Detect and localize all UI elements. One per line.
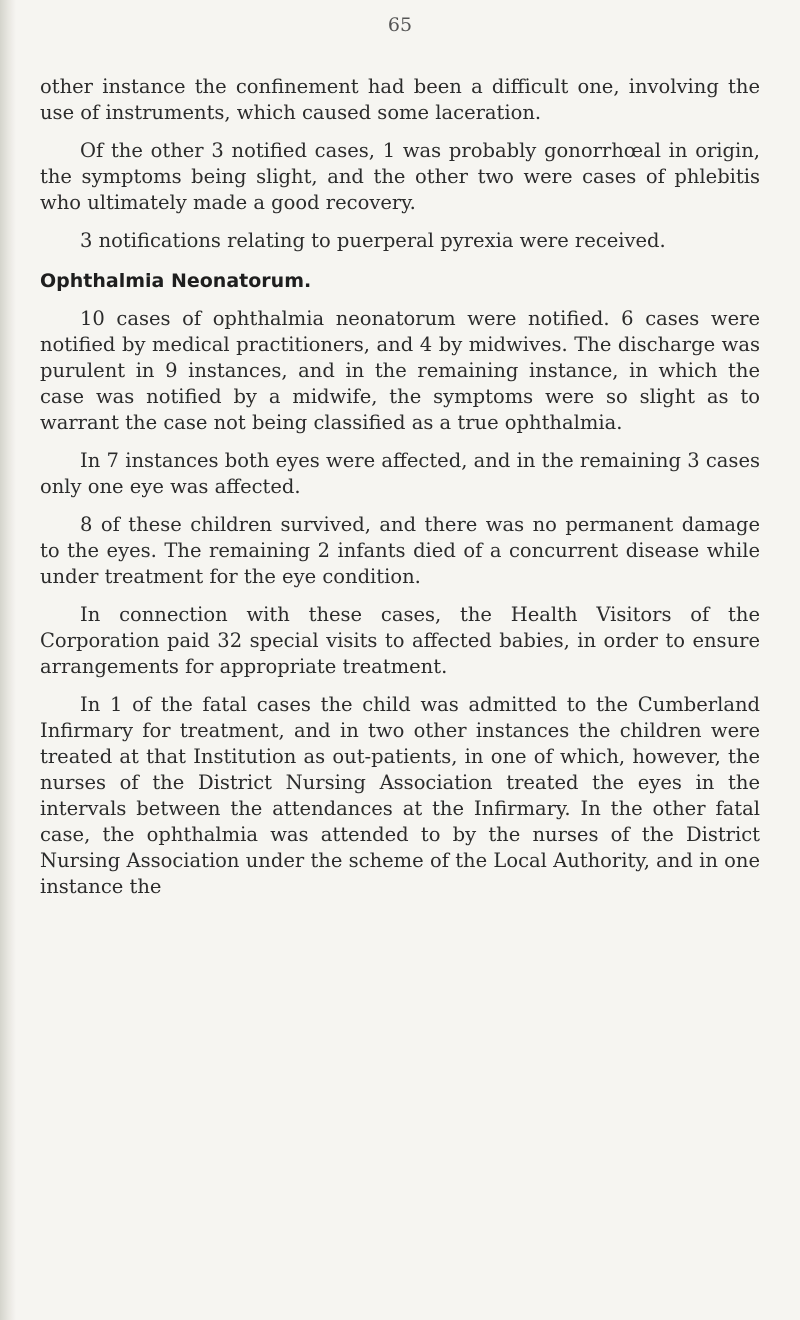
document-page — [40, 14, 760, 912]
paragraph-fatal-cases: In 1 of the fatal cases the child was admitted to the Cumberland Infirmary for treatment, and in two other instances the children were treated at that Institution as out-patients, in one of which, however, the nurses of the District Nursing Association treated the eyes in the intervals between the attendances at the Infirmary. In the other fatal case, the ophthalmia was attended to by the nurses of the District Nursing Association under the scheme of the Local Authority, and in one instance the — [40, 693, 760, 898]
paragraph-puerperal-pyrexia: 3 notifications relating to puerperal pyrexia were received. — [80, 229, 666, 252]
paragraph-children-survived: 8 of these children survived, and there was no permanent damage to the eyes. The remaining 2 infants died of a concurrent disease while under treatment for the eye condition. — [40, 513, 760, 588]
page-edge-shadow — [0, 0, 16, 1320]
paragraph-other-notified-cases: Of the other 3 notified cases, 1 was probably gonorrhœal in origin, the symptoms being slight, and the other two were cases of phlebitis who ultimately made a good recovery. — [40, 139, 760, 214]
page-number: 65 — [387, 14, 413, 36]
paragraph-continuation: other instance the confinement had been a difficult one, involving the use of instruments, which caused some laceration. — [40, 75, 760, 124]
paragraph-health-visitors: In connection with these cases, the Health Visitors of the Corporation paid 32 special visits to affected babies, in order to ensure arrangements for appropriate treatment. — [40, 603, 760, 678]
paragraph-cases-notified: 10 cases of ophthalmia neonatorum were notified. 6 cases were notified by medical practitioners, and 4 by midwives. The discharge was purulent in 9 instances, and in the remaining instance, in which the case was notified by a midwife, the symptoms were so slight as to warrant the case not being classified as a true ophthalmia. — [40, 307, 760, 434]
section-heading-ophthalmia-neonatorum: Ophthalmia Neonatorum. — [40, 270, 312, 292]
paragraph-eyes-affected: In 7 instances both eyes were affected, and in the remaining 3 cases only one eye was affected. — [40, 449, 760, 498]
